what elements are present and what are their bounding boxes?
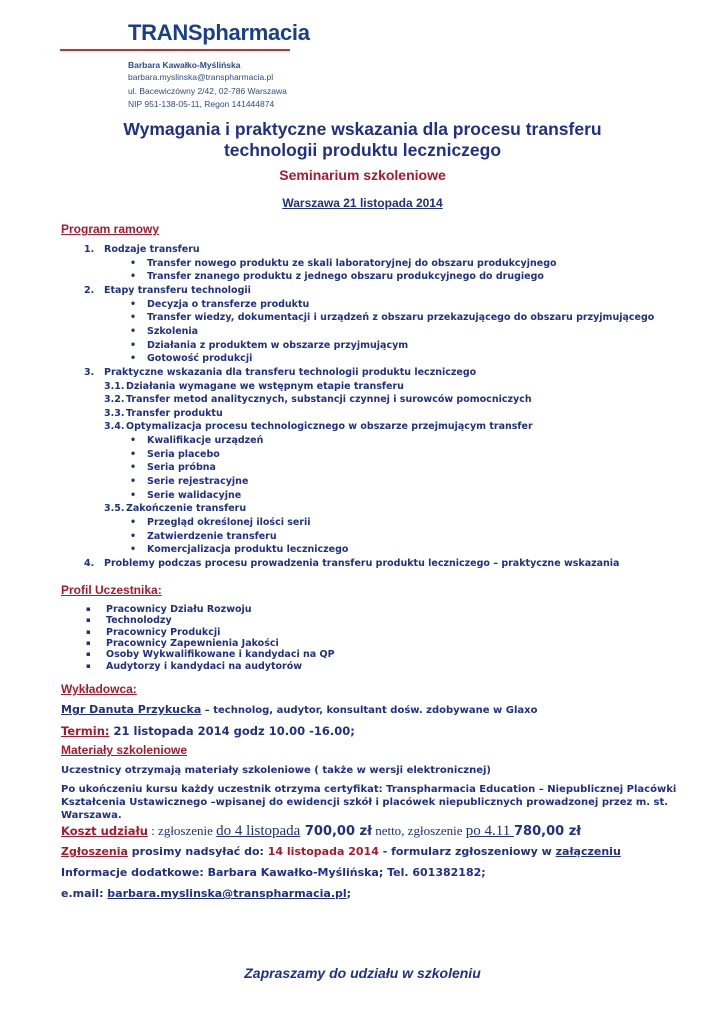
program-item-label: Praktyczne wskazania dla transferu technologii produktu leczniczego: [104, 366, 477, 378]
square-bullet-icon: ▪: [86, 605, 91, 613]
event-date: Warszawa 21 listopada 2014: [282, 196, 443, 210]
certificate-line-1: Po ukończeniu kursu każdy uczestnik otrzyma certyfikat: Transpharmacia Education – Niepublicznej Placówki: [61, 784, 677, 795]
cost-label: Koszt udziału: [61, 824, 148, 838]
profil-item: [0, 648, 725, 660]
program-item: [0, 270, 725, 283]
program-item: [0, 461, 725, 474]
lecturer-line: [61, 703, 537, 716]
bullet-icon: •: [130, 435, 137, 447]
termin-value: 21 listopada 2014 godz 10.00 -16.00;: [109, 724, 355, 738]
cost-date-2: po 4.11: [465, 823, 514, 839]
program-bullet-label: Transfer znanego produktu z jednego obszaru produkcyjnego do drugiego: [147, 271, 544, 283]
program-subitem-number: 3.5.: [104, 503, 125, 515]
profil-item: [0, 626, 725, 638]
program-item: [0, 557, 725, 570]
program-item: [0, 366, 725, 379]
bullet-icon: •: [130, 312, 137, 324]
program-bullet-label: Przegląd określonej ilości serii: [147, 517, 311, 528]
cost-part-2: netto, zgłoszenie: [371, 823, 466, 838]
program-item: [0, 530, 725, 543]
program-item-number: 1.: [84, 244, 95, 255]
registration-line: [61, 845, 621, 858]
program-item: [0, 284, 725, 297]
program-subitem-label: Optymalizacja procesu technologicznego w obszarze przejmującym transfer: [126, 421, 533, 433]
lecturer-heading: Wykładowca:: [61, 682, 137, 696]
program-bullet-label: Kwalifikacje urządzeń: [147, 435, 264, 447]
program-item: [0, 243, 725, 256]
profil-item-label: Audytorzy i kandydaci na audytorów: [106, 660, 303, 672]
termin-line: [61, 724, 355, 738]
document-title-line-2: technologii produktu leczniczego: [223, 140, 502, 160]
program-item: [0, 393, 725, 406]
bullet-icon: •: [130, 298, 137, 310]
program-item-number: 3.: [84, 366, 95, 378]
materials-line: Uczestnicy otrzymają materiały szkoleniowe ( także w wersji elektronicznej): [61, 765, 491, 776]
program-bullet-label: Seria próbna: [147, 462, 216, 474]
program-bullet-label: Decyzja o transferze produktu: [147, 298, 310, 310]
header-address: ul. Bacewiczówny 2/42, 02-786 Warszawa: [128, 86, 287, 96]
company-logo: TRANSpharmacia: [128, 20, 310, 45]
bullet-icon: •: [130, 544, 137, 556]
profil-item: [0, 614, 725, 626]
bullet-icon: •: [130, 257, 137, 269]
program-heading: Program ramowy: [61, 222, 160, 236]
profil-item: [0, 637, 725, 649]
certificate-line-3: Warszawa.: [61, 810, 122, 821]
profil-item-label: Technolodzy: [106, 615, 172, 627]
program-item: [0, 407, 725, 420]
bullet-icon: •: [130, 325, 137, 337]
header-contact-name: Barbara Kawałko-Myślińska: [128, 60, 241, 70]
square-bullet-icon: ▪: [86, 661, 91, 670]
header-email: barbara.myslinska@transpharmacia.pl: [128, 72, 274, 82]
termin-label: Termin:: [61, 724, 110, 738]
profil-item: [0, 660, 725, 672]
program-bullet-label: Serie rejestracyjne: [147, 476, 249, 488]
cost-colon: :: [147, 823, 159, 838]
lecturer-desc: – technolog, audytor, konsultant dośw. zdobywane w Glaxo: [201, 705, 538, 716]
program-bullet-label: Transfer wiedzy, dokumentacji i urządzeń z obszaru przekazującego do obszaru przyjmującego: [147, 312, 655, 324]
bullet-icon: •: [130, 462, 137, 474]
cost-line: [61, 820, 581, 840]
lecturer-name: Mgr Danuta Przykucka: [61, 703, 202, 716]
square-bullet-icon: ▪: [86, 627, 91, 636]
program-subitem-number: 3.2.: [104, 394, 125, 406]
program-bullet-label: Serie walidacyjne: [147, 489, 242, 501]
certificate-line-2: Kształcenia Ustawicznego –wpisanej do ewidencji szkół i placówek niepublicznych prowadzonej przez m. st.: [61, 797, 669, 808]
program-subitem-number: 3.4.: [104, 421, 125, 433]
bullet-icon: •: [130, 339, 137, 351]
program-bullet-label: Działania z produktem w obszarze przyjmującym: [147, 339, 409, 351]
program-subitem-label: Zakończenie transferu: [126, 503, 247, 515]
square-bullet-icon: ▪: [86, 650, 91, 659]
profil-item-label: Pracownicy Produkcji: [106, 626, 221, 638]
cost-part-1: zgłoszenie: [158, 823, 217, 838]
program-item: [0, 325, 725, 338]
registration-attachment-link[interactable]: załączeniu: [555, 845, 621, 858]
program-item: [0, 420, 725, 433]
program-item: [0, 434, 725, 447]
program-subitem-number: 3.3.: [104, 407, 125, 419]
program-item: [0, 516, 725, 529]
program-item-label: Rodzaje transferu: [104, 244, 200, 255]
square-bullet-icon: ▪: [86, 638, 91, 647]
bullet-icon: •: [130, 489, 137, 501]
bullet-icon: •: [130, 476, 137, 488]
program-bullet-label: Komercjalizacja produktu leczniczego: [147, 544, 349, 556]
program-bullet-label: Szkolenia: [147, 325, 199, 337]
program-item: [0, 380, 725, 393]
program-item: [0, 298, 725, 311]
program-item: [0, 311, 725, 324]
program-item: [0, 257, 725, 270]
profil-item-label: Pracownicy Działu Rozwoju: [106, 604, 252, 615]
program-bullet-label: Transfer nowego produktu ze skali laboratoryjnej do obszaru produkcyjnego: [147, 257, 557, 269]
program-bullet-label: Gotowość produkcji: [147, 353, 253, 365]
logo-divider: [60, 49, 290, 51]
registration-text-2: - formularz zgłoszeniowy w: [378, 845, 556, 858]
program-item: [0, 502, 725, 515]
program-item-label: Problemy podczas procesu prowadzenia transferu produktu leczniczego – praktyczne wskazania: [104, 557, 620, 569]
document-title-line-1: Wymagania i praktyczne wskazania dla procesu transferu: [123, 119, 602, 139]
email-link[interactable]: barbara.myslinska@transpharmacia.pl: [107, 887, 347, 900]
cost-price-1: 700,00 zł: [300, 824, 372, 839]
info-line: Informacje dodatkowe: Barbara Kawałko-Myślińska; Tel. 601382182;: [61, 866, 486, 879]
cost-date-1: do 4 listopada: [216, 823, 301, 839]
program-item: [0, 352, 725, 365]
program-item-number: 2.: [84, 284, 95, 296]
profil-item-label: Pracownicy Zapewnienia Jakości: [106, 637, 279, 649]
program-item: [0, 339, 725, 352]
program-item: [0, 489, 725, 502]
cost-price-2: 780,00 zł: [514, 824, 582, 839]
program-subitem-label: Transfer produktu: [126, 407, 223, 419]
program-subitem-label: Transfer metod analitycznych, substancji czynnej i surowców pomocniczych: [126, 394, 532, 406]
program-item: [0, 543, 725, 556]
header-ids: NIP 951-138-05-11, Regon 141444874: [128, 99, 275, 109]
profil-heading: Profil Uczestnika:: [61, 583, 162, 597]
bullet-icon: •: [130, 271, 137, 283]
email-line: [61, 887, 351, 900]
bullet-icon: •: [130, 530, 137, 542]
registration-text-1: prosimy nadsyłać do:: [127, 845, 268, 858]
program-subitem-label: Działania wymagane we wstępnym etapie transferu: [126, 380, 404, 392]
profil-item: [0, 603, 725, 615]
registration-deadline: 14 listopada 2014: [267, 845, 379, 858]
program-bullet-label: Seria placebo: [147, 448, 220, 460]
profil-item-label: Osoby Wykwalifikowane i kandydaci na QP: [106, 649, 335, 661]
program-item-number: 4.: [84, 557, 95, 569]
email-label: e.mail:: [61, 887, 108, 900]
bullet-icon: •: [130, 448, 137, 460]
bullet-icon: •: [130, 353, 137, 365]
program-bullet-label: Zatwierdzenie transferu: [147, 530, 277, 542]
program-item: [0, 448, 725, 461]
email-end: ;: [346, 887, 352, 900]
bullet-icon: •: [130, 517, 137, 528]
program-item-label: Etapy transferu technologii: [104, 284, 251, 296]
square-bullet-icon: ▪: [86, 616, 91, 625]
program-subitem-number: 3.1.: [104, 380, 125, 392]
document-subtitle: Seminarium szkoleniowe: [279, 167, 446, 183]
closing-invitation: Zapraszamy do udziału w szkoleniu: [244, 965, 481, 981]
registration-label: Zgłoszenia: [61, 845, 128, 858]
materials-heading: Materiały szkoleniowe: [61, 743, 188, 757]
program-item: [0, 475, 725, 488]
